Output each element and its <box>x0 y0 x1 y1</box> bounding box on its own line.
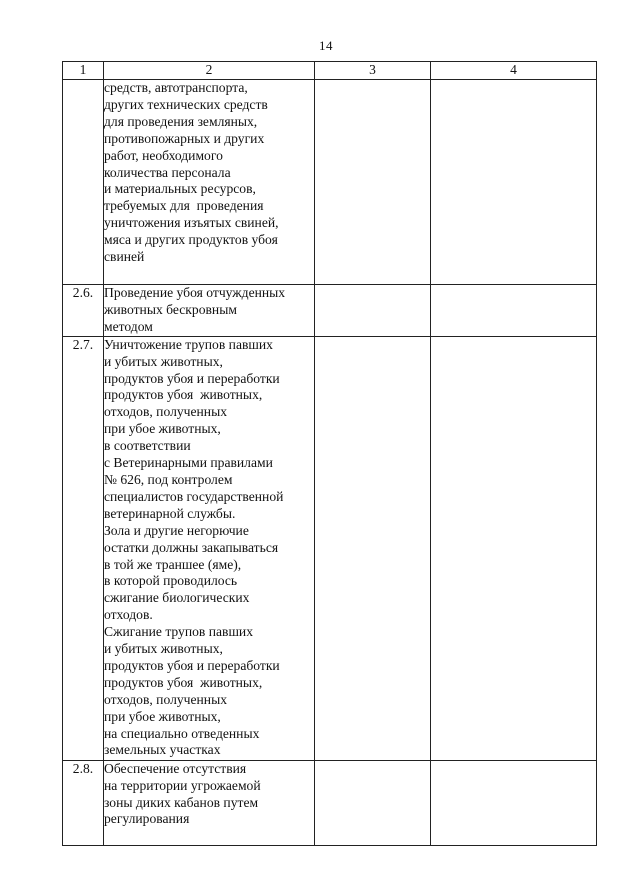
text-line: в соответствии <box>104 438 191 454</box>
text-line: земельных участках <box>104 742 221 758</box>
row-description <box>104 80 315 285</box>
text-line: противопожарных и других <box>104 130 265 146</box>
text-line: в той же траншее (яме), <box>104 556 242 572</box>
text-line: Обеспечение отсутствия <box>104 760 247 776</box>
row-col4 <box>431 285 597 337</box>
text-line: продуктов убоя животных, <box>104 674 263 690</box>
text-line: № 626, под контролем <box>104 471 233 487</box>
text-line: количества персонала <box>104 164 231 180</box>
row-number: 2.6. <box>63 285 104 337</box>
text-line: для проведения земляных, <box>104 113 258 129</box>
text-line: отходов. <box>104 607 153 623</box>
document-table <box>62 61 597 846</box>
text-line: мяса и других продуктов убоя <box>104 232 278 248</box>
text-line: Сжигание трупов павших <box>104 624 254 640</box>
text-line: сжигание биологических <box>104 590 250 606</box>
text-line: работ, необходимого <box>104 147 223 163</box>
column-header-3: 3 <box>315 62 431 80</box>
row-description <box>104 760 315 845</box>
text-line: продуктов убоя животных, <box>104 387 263 403</box>
text-line: и убитых животных, <box>104 353 223 369</box>
row-col4 <box>431 80 597 285</box>
table-row <box>63 760 597 845</box>
text-line: ветеринарной службы. <box>104 505 236 521</box>
text-line: регулирования <box>104 811 190 827</box>
text-line: на специально отведенных <box>104 725 260 741</box>
text-line: при убое животных, <box>104 708 221 724</box>
text-line: на территории угрожаемой <box>104 777 261 793</box>
text-line: продуктов убоя и переработки <box>104 657 280 673</box>
text-line: средств, автотранспорта, <box>104 80 248 95</box>
column-header-4: 4 <box>431 62 597 80</box>
table-row <box>63 336 597 760</box>
table-row <box>63 285 597 337</box>
table-row <box>63 80 597 285</box>
text-line: отходов, полученных <box>104 404 227 420</box>
row-col4 <box>431 760 597 845</box>
text-line: методом <box>104 318 153 334</box>
text-line: с Ветеринарными правилами <box>104 455 273 471</box>
text-line: Зола и другие негорючие <box>104 522 249 538</box>
row-description <box>104 336 315 760</box>
text-line: зоны диких кабанов путем <box>104 794 259 810</box>
text-line: свиней <box>104 249 145 265</box>
text-line: требуемых для проведения <box>104 198 264 214</box>
row-number <box>63 80 104 285</box>
row-col4 <box>431 336 597 760</box>
text-line: уничтожения изъятых свиней, <box>104 215 279 231</box>
text-line: в которой проводилось <box>104 573 238 589</box>
row-col3 <box>315 80 431 285</box>
text-line: специалистов государственной <box>104 488 284 504</box>
text-line: продуктов убоя и переработки <box>104 370 280 386</box>
row-number: 2.8. <box>63 760 104 845</box>
text-line: и материальных ресурсов, <box>104 181 256 197</box>
text-line: при убое животных, <box>104 421 221 437</box>
page-number: 14 <box>319 38 333 53</box>
text-line: и убитых животных, <box>104 641 223 657</box>
text-line: других технических средств <box>104 96 268 112</box>
row-col3 <box>315 760 431 845</box>
text-line: Уничтожение трупов павших <box>104 336 273 352</box>
text-line: животных бескровным <box>104 301 237 317</box>
column-header-2: 2 <box>104 62 315 80</box>
text-line: остатки должны закапываться <box>104 539 279 555</box>
row-description <box>104 285 315 337</box>
table-header-row <box>63 62 597 80</box>
row-col3 <box>315 336 431 760</box>
text-line: Проведение убоя отчужденных <box>104 285 286 300</box>
row-col3 <box>315 285 431 337</box>
column-header-1: 1 <box>63 62 104 80</box>
text-line: отходов, полученных <box>104 691 227 707</box>
row-number: 2.7. <box>63 336 104 760</box>
